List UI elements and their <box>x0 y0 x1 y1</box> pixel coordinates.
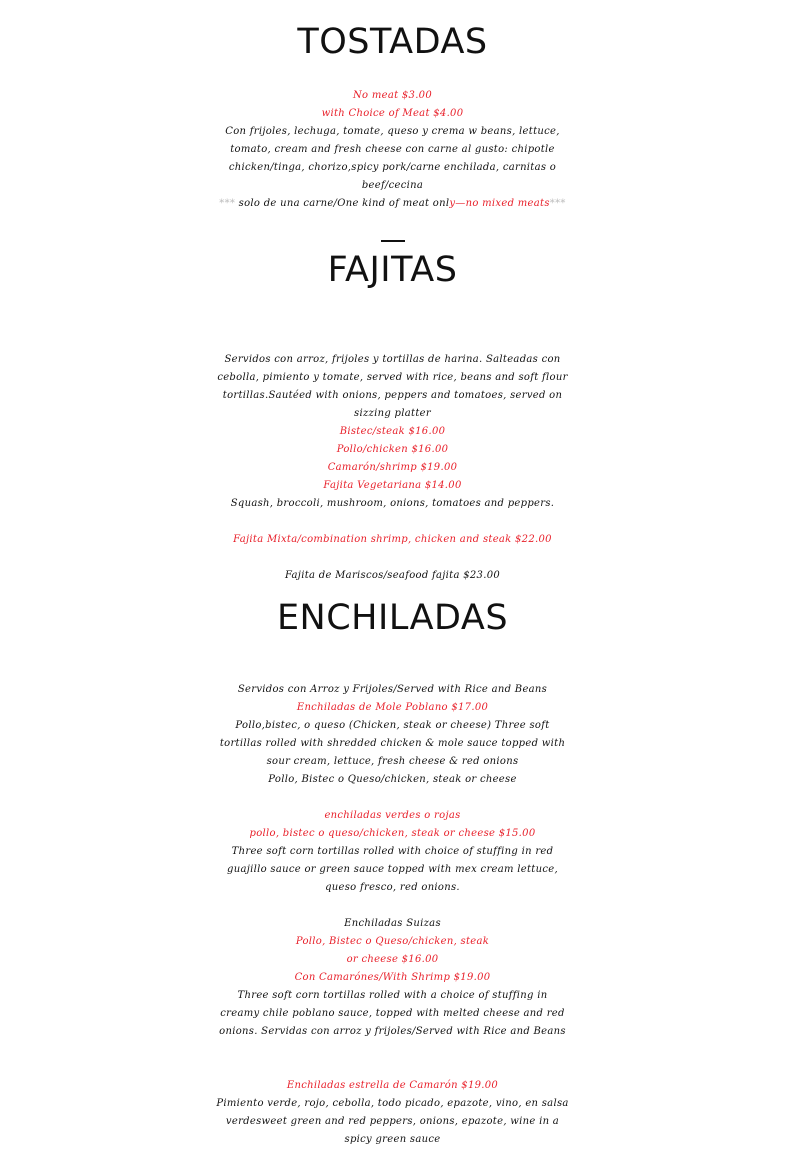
tostadas-heading: TOSTADAS <box>297 22 488 62</box>
mole-title: Enchiladas de Mole Poblano $17.00 <box>296 702 489 713</box>
verdes-price: pollo, bistec o queso/chicken, steak or cheese $15.00 <box>249 828 536 839</box>
estrella-desc-line: verdesweet green and red peppers, onions, epazote, wine in a <box>225 1116 560 1127</box>
verdes-desc-line: queso fresco, red onions. <box>325 882 460 893</box>
fajitas-heading: FAJITAS <box>327 250 458 290</box>
suizas-title: Enchiladas Suizas <box>344 918 441 929</box>
fajitas-mariscos: Fajita de Mariscos/seafood fajita $23.00 <box>284 570 501 581</box>
suizas-price: or cheese $16.00 <box>346 954 439 965</box>
tostadas-desc-line: Con frijoles, lechuga, tomate, queso y crema w beans, lettuce, <box>225 126 560 137</box>
suizas-price: Pollo, Bistec o Queso/chicken, steak <box>295 936 490 947</box>
note-text: solo de una carne/One kind of meat onl <box>235 198 450 209</box>
fajitas-item: Bistec/steak $16.00 <box>339 426 446 437</box>
fajitas-desc-line: tortillas.Sautéed with onions, peppers and tomatoes, served on <box>222 390 563 401</box>
estrella-desc-line: Pimiento verde, rojo, cebolla, todo picado, epazote, vino, en salsa <box>216 1098 569 1109</box>
fajitas-mixta: Fajita Mixta/combination shrimp, chicken and steak $22.00 <box>233 534 552 545</box>
suizas-desc-line: creamy chile poblano sauce, topped with melted cheese and red <box>220 1008 565 1019</box>
tostadas-price-no-meat: No meat $3.00 <box>352 90 433 101</box>
estrella-desc-line: spicy green sauce <box>344 1134 441 1145</box>
verdes-title: enchiladas verdes o rojas <box>324 810 461 821</box>
enchiladas-intro: Servidos con Arroz y Frijoles/Served with Rice and Beans <box>237 684 548 695</box>
suizas-desc-line: onions. Servidas con arroz y frijoles/Served with Rice and Beans <box>219 1026 566 1037</box>
tostadas-note <box>0 195 785 213</box>
tostadas-desc-line: beef/cecina <box>361 180 424 191</box>
fajitas-desc-line: sizzing platter <box>354 408 431 419</box>
suizas-desc-line: Three soft corn tortillas rolled with a choice of stuffing in <box>237 990 548 1001</box>
note-stars-right: *** <box>549 198 566 209</box>
section-divider <box>381 240 405 242</box>
mole-desc-line: sour cream, lettuce, fresh cheese & red onions <box>266 756 519 767</box>
note-stars-left: *** <box>219 198 236 209</box>
fajitas-veg-desc: Squash, broccoli, mushroom, onions, tomatoes and peppers. <box>230 498 555 509</box>
suizas-price: Con Camarónes/With Shrimp $19.00 <box>294 972 491 983</box>
tostadas-desc-line: chicken/tinga, chorizo,spicy pork/carne enchilada, carnitas o <box>228 162 557 173</box>
note-red-text: y—no mixed meats <box>449 198 550 209</box>
enchiladas-heading: ENCHILADAS <box>276 598 509 638</box>
fajitas-desc-line: cebolla, pimiento y tomate, served with rice, beans and soft flour <box>217 372 568 383</box>
fajitas-desc-line: Servidos con arroz, frijoles y tortillas de harina. Salteadas con <box>224 354 561 365</box>
tostadas-desc-line: tomato, cream and fresh cheese con carne al gusto: chipotle <box>230 144 555 155</box>
fajitas-item: Fajita Vegetariana $14.00 <box>323 480 462 491</box>
fajitas-item: Camarón/shrimp $19.00 <box>327 462 458 473</box>
mole-desc-line: Pollo, Bistec o Queso/chicken, steak or cheese <box>268 774 517 785</box>
mole-desc-line: Pollo,bistec, o queso (Chicken, steak or cheese) Three soft <box>235 720 550 731</box>
fajitas-item: Pollo/chicken $16.00 <box>336 444 449 455</box>
verdes-desc-line: Three soft corn tortillas rolled with choice of stuffing in red <box>231 846 554 857</box>
verdes-desc-line: guajillo sauce or green sauce topped with mex cream lettuce, <box>227 864 558 875</box>
estrella-title: Enchiladas estrella de Camarón $19.00 <box>286 1080 499 1091</box>
tostadas-price-with-meat: with Choice of Meat $4.00 <box>321 108 464 119</box>
mole-desc-line: tortillas rolled with shredded chicken & mole sauce topped with <box>219 738 566 749</box>
